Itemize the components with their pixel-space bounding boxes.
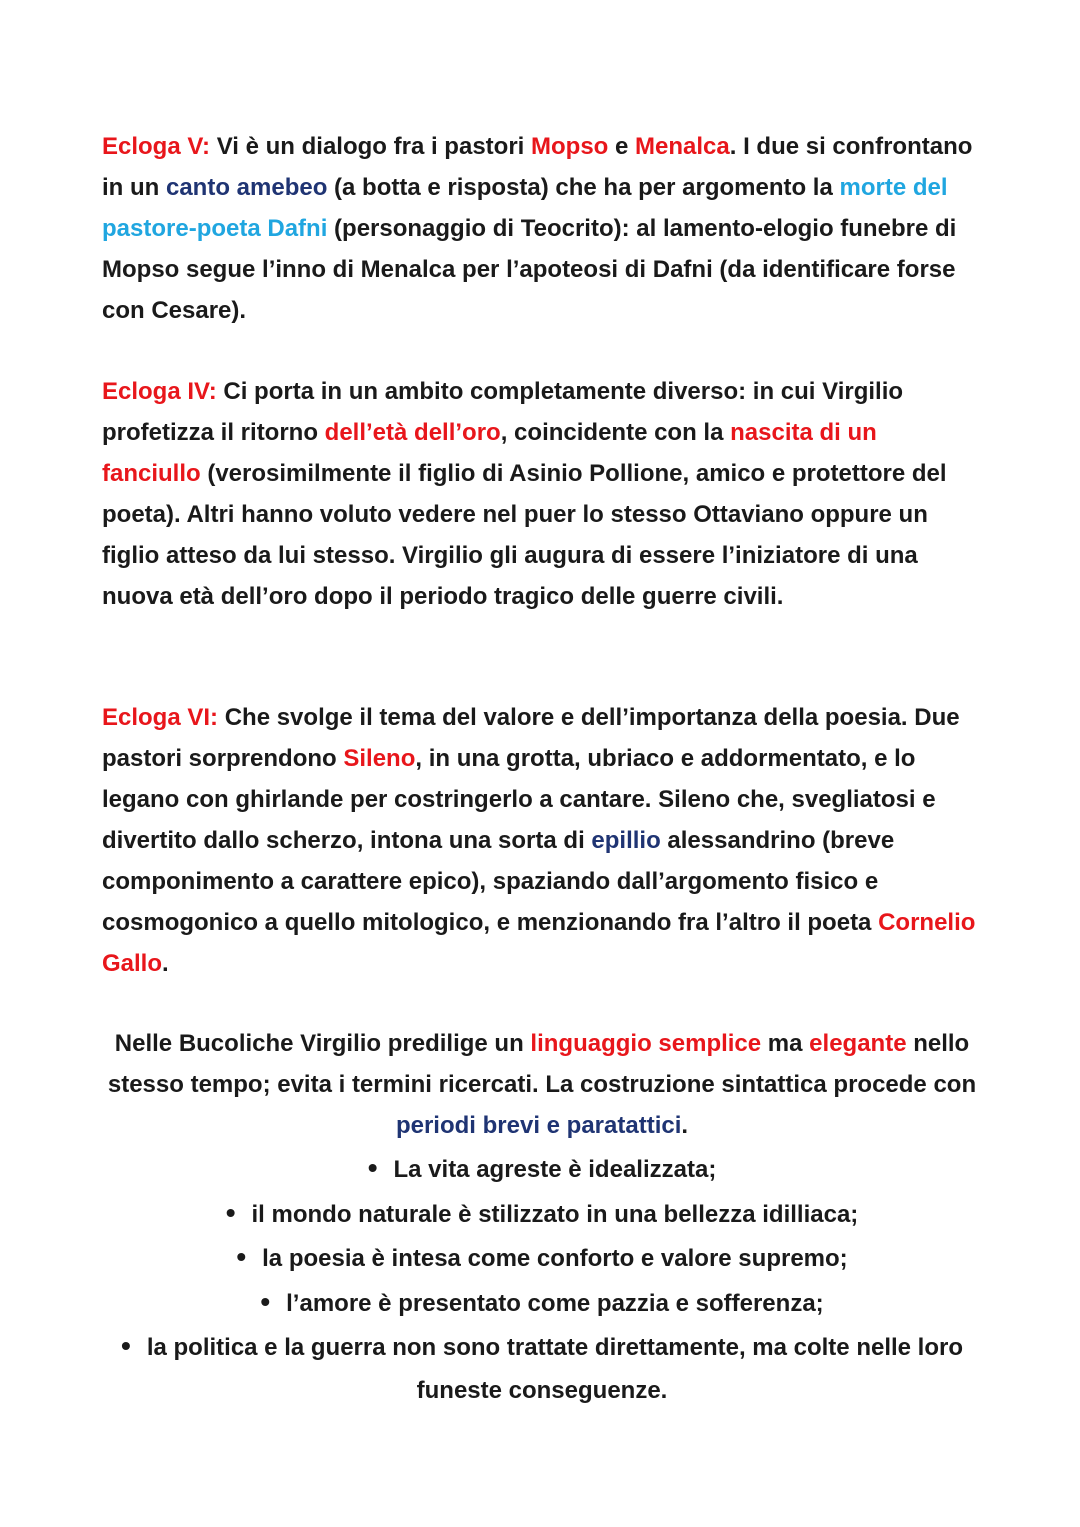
text-span: Che svolge il tema del valore e dell’importanza della poesia. Due pastori sorprendono xyxy=(102,704,960,772)
highlight-elegante: elegante xyxy=(809,1030,907,1057)
highlight-menalca: Menalca xyxy=(635,133,730,160)
highlight-periodi-brevi: periodi brevi e paratattici xyxy=(395,1112,682,1139)
highlight-cornelio-gallo: Cornelio Gallo xyxy=(102,909,976,977)
highlight-eta-oro: dell’età dell’oro xyxy=(324,419,501,446)
highlight-canto-amebeo: canto amebeo xyxy=(165,174,328,201)
paragraph-ecloga-iv xyxy=(102,371,982,617)
text-span: (verosimilmente il figlio di Asinio Pollione, amico e protettore del poeta). Altri hanno voluto vedere nel puer lo stesso Ottaviano oppure un figlio atteso da lui stesso. Virgilio gli augura di essere l’iniziatore di una nuova età dell’oro dopo il periodo tragico delle guerre civili. xyxy=(102,460,947,610)
highlight-epillio: epillio xyxy=(591,827,661,854)
text-span: . xyxy=(162,950,169,977)
highlight-nascita-fanciullo: nascita di un fanciullo xyxy=(102,419,877,487)
text-span: (personaggio di Teocrito): al lamento-elogio funebre di Mopso segue l’inno di Menalca per l’apoteosi di Dafni (da identificare forse con Cesare). xyxy=(102,215,957,324)
text-span: Vi è un dialogo fra i pastori xyxy=(210,133,531,160)
text-span: alessandrino (breve componimento a carattere epico), spaziando dall’argomento fisico e cosmogonico a quello mitologico, e menzionando fra l’altro il poeta xyxy=(102,827,895,936)
heading-ecloga-vi: Ecloga VI: xyxy=(102,704,219,731)
text-span: e xyxy=(608,133,636,160)
highlight-mopso: Mopso xyxy=(531,133,609,160)
paragraph-ecloga-v xyxy=(102,126,982,331)
text-span: , in una grotta, ubriaco e addormentato, e lo legano con ghirlande per costringerlo a cantare. Sileno che, svegliatosi e divertito dallo scherzo, intona una sorta di xyxy=(102,745,936,854)
text-span: . I due si confrontano in un xyxy=(102,133,973,201)
list-item: • la poesia è intesa come conforto e valore supremo; xyxy=(102,1236,982,1281)
paragraph-ecloga-vi xyxy=(102,697,982,984)
heading-ecloga-v: Ecloga V: xyxy=(102,133,211,160)
paragraph-bucoliche-stile xyxy=(102,1023,982,1146)
highlight-sileno: Sileno xyxy=(343,745,416,772)
text-span: Ci porta in un ambito completamente diverso: in cui Virgilio profetizza il ritorno xyxy=(102,378,904,446)
text-span: . xyxy=(681,1112,689,1139)
list-item: • La vita agreste è idealizzata; xyxy=(102,1147,982,1192)
text-span: Nelle Bucoliche Virgilio predilige un xyxy=(114,1030,531,1057)
features-list xyxy=(102,1147,982,1412)
list-item: • il mondo naturale è stilizzato in una bellezza idilliaca; xyxy=(102,1192,982,1237)
highlight-morte-dafni: morte del pastore-poeta Dafni xyxy=(102,174,948,242)
text-span: nello stesso tempo; evita i termini ricercati. La costruzione sintattica procede con xyxy=(107,1030,977,1098)
text-span: ma xyxy=(761,1030,810,1057)
list-item: • l’amore è presentato come pazzia e sofferenza; xyxy=(102,1281,982,1326)
heading-ecloga-iv: Ecloga IV: xyxy=(102,378,217,405)
list-item: • la politica e la guerra non sono trattate direttamente, ma colte nelle loro funeste conseguenze. xyxy=(102,1325,982,1412)
text-span: , coincidente con la xyxy=(500,419,731,446)
text-span: (a botta e risposta) che ha per argomento la xyxy=(327,174,840,201)
highlight-linguaggio-semplice: linguaggio semplice xyxy=(530,1030,762,1057)
